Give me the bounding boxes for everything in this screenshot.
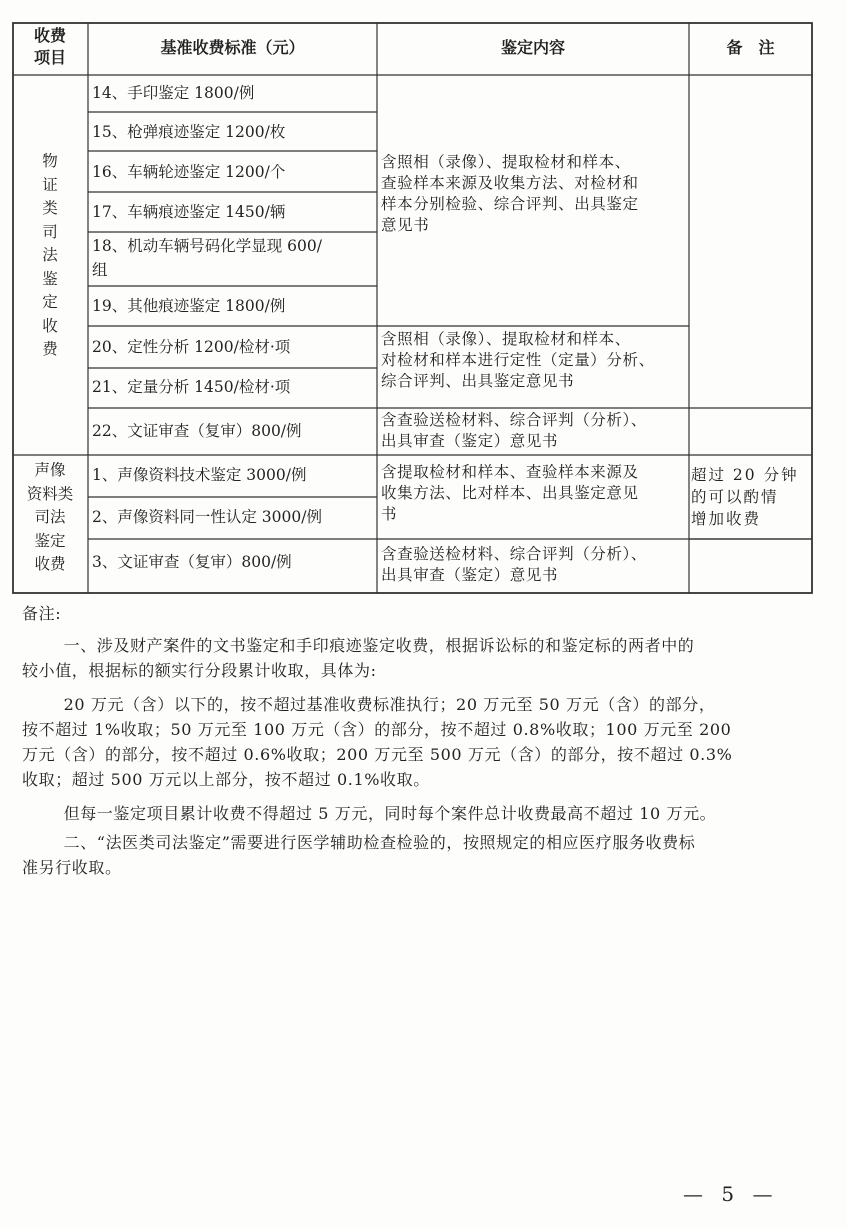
note-line: 按不超过 1%收取；50 万元至 100 万元（含）的部分，按不超过 0.8%收取；100 万元至 200 — [22, 720, 732, 739]
note-line: 较小值，根据标的额实行分段累计收取，具体为: — [22, 661, 377, 680]
fee-row: 20、定性分析 1200/检材·项 — [92, 338, 291, 356]
fee-row: 14、手印鉴定 1800/例 — [92, 84, 255, 102]
notes-heading: 备注: — [22, 604, 62, 623]
header-category-line: 项目 — [33, 48, 66, 67]
fee-row: 17、车辆痕迹鉴定 1450/辆 — [92, 203, 286, 221]
remark-line: 超过 20 分钟 — [691, 466, 799, 484]
content-line: 样本分别检验、综合评判、出具鉴定 — [381, 195, 639, 213]
fee-row: 16、车辆轮迹鉴定 1200/个 — [92, 163, 286, 181]
category-line: 鉴定 — [34, 531, 66, 550]
note-line: 20 万元（含）以下的，按不超过基准收费标准执行；20 万元至 50 万元（含）的部分， — [63, 695, 716, 714]
category-char: 费 — [42, 340, 58, 358]
content-line: 意见书 — [381, 216, 430, 234]
note-line: 准另行收取。 — [22, 858, 122, 877]
category-char: 定 — [42, 293, 58, 311]
page-number: — 5 — — [683, 1182, 779, 1206]
physical-category — [12, 150, 88, 362]
content-cell — [381, 544, 683, 586]
fee-row: 18、机动车辆号码化学显现 600/ — [92, 237, 322, 255]
category-char: 物 — [42, 152, 58, 170]
content-line: 含照相（录像）、提取检材和样本、 — [381, 153, 631, 171]
content-line: 含查验送检材料、综合评判（分析）、 — [381, 411, 647, 429]
content-cell — [381, 152, 683, 236]
note-line: 二、“法医类司法鉴定”需要进行医学辅助检查检验的，按照规定的相应医疗服务收费标 — [63, 833, 696, 852]
header-category — [12, 25, 88, 69]
remark-cell — [691, 464, 807, 530]
fee-table — [12, 22, 813, 594]
fee-row: 22、文证审查（复审）800/例 — [92, 422, 302, 440]
header-fee-standard: 基准收费标准（元） — [160, 38, 305, 57]
category-char: 司 — [42, 222, 58, 241]
fee-row: 21、定量分析 1450/检材·项 — [92, 378, 291, 396]
content-line: 综合评判、出具鉴定意见书 — [381, 372, 575, 390]
content-line: 书 — [381, 505, 398, 523]
category-char: 法 — [42, 246, 58, 264]
category-char: 鉴 — [42, 269, 58, 288]
category-line: 收费 — [34, 555, 66, 573]
note-line: 一、涉及财产案件的文书鉴定和手印痕迹鉴定收费，根据诉讼标的和鉴定标的两者中的 — [63, 636, 695, 655]
content-line: 查验样本来源及收集方法、对检材和 — [381, 174, 639, 192]
fee-row: 15、枪弹痕迹鉴定 1200/枚 — [92, 123, 286, 141]
content-line: 出具审查（鉴定）意见书 — [381, 432, 559, 450]
content-line: 出具审查（鉴定）意见书 — [381, 566, 559, 584]
content-line: 含提取检材和样本、查验样本来源及 — [381, 463, 639, 481]
content-line: 收集方法、比对样本、出具鉴定意见 — [381, 484, 639, 502]
content-line: 含查验送检材料、综合评判（分析）、 — [381, 545, 647, 563]
content-cell — [381, 329, 683, 392]
content-line: 含照相（录像）、提取检材和样本、 — [381, 330, 631, 348]
fee-row-continued: 组 — [92, 261, 108, 279]
category-char: 证 — [42, 175, 58, 194]
header-category-line: 收费 — [33, 26, 66, 45]
content-cell — [381, 462, 683, 525]
category-line: 司法 — [34, 508, 66, 526]
content-line: 对检材和样本进行定性（定量）分析、 — [381, 351, 655, 369]
category-char: 类 — [42, 199, 58, 217]
notes-section — [22, 601, 802, 880]
category-line: 声像 — [34, 461, 66, 479]
fee-row: 3、文证审查（复审）800/例 — [92, 553, 292, 571]
note-line: 但每一鉴定项目累计收费不得超过 5 万元，同时每个案件总计收费最高不超过 10 万元。 — [63, 804, 717, 823]
note-line: 收取；超过 500 万元以上部分，按不超过 0.1%收取。 — [22, 770, 430, 789]
remark-line: 的可以酌情 — [691, 488, 779, 506]
category-char: 收 — [42, 316, 58, 335]
header-content: 鉴定内容 — [500, 38, 565, 57]
content-cell — [381, 410, 683, 452]
fee-row: 1、声像资料技术鉴定 3000/例 — [92, 466, 307, 484]
audio-category — [12, 459, 88, 577]
note-line: 万元（含）的部分，按不超过 0.6%收取；200 万元至 500 万元（含）的部分，按不超过 0.3% — [22, 745, 733, 764]
fee-row: 19、其他痕迹鉴定 1800/例 — [92, 297, 286, 315]
category-line: 资料类 — [26, 484, 74, 503]
header-remark: 备 注 — [726, 38, 775, 57]
remark-line: 增加收费 — [691, 510, 762, 528]
fee-row: 2、声像资料同一性认定 3000/例 — [92, 508, 322, 526]
